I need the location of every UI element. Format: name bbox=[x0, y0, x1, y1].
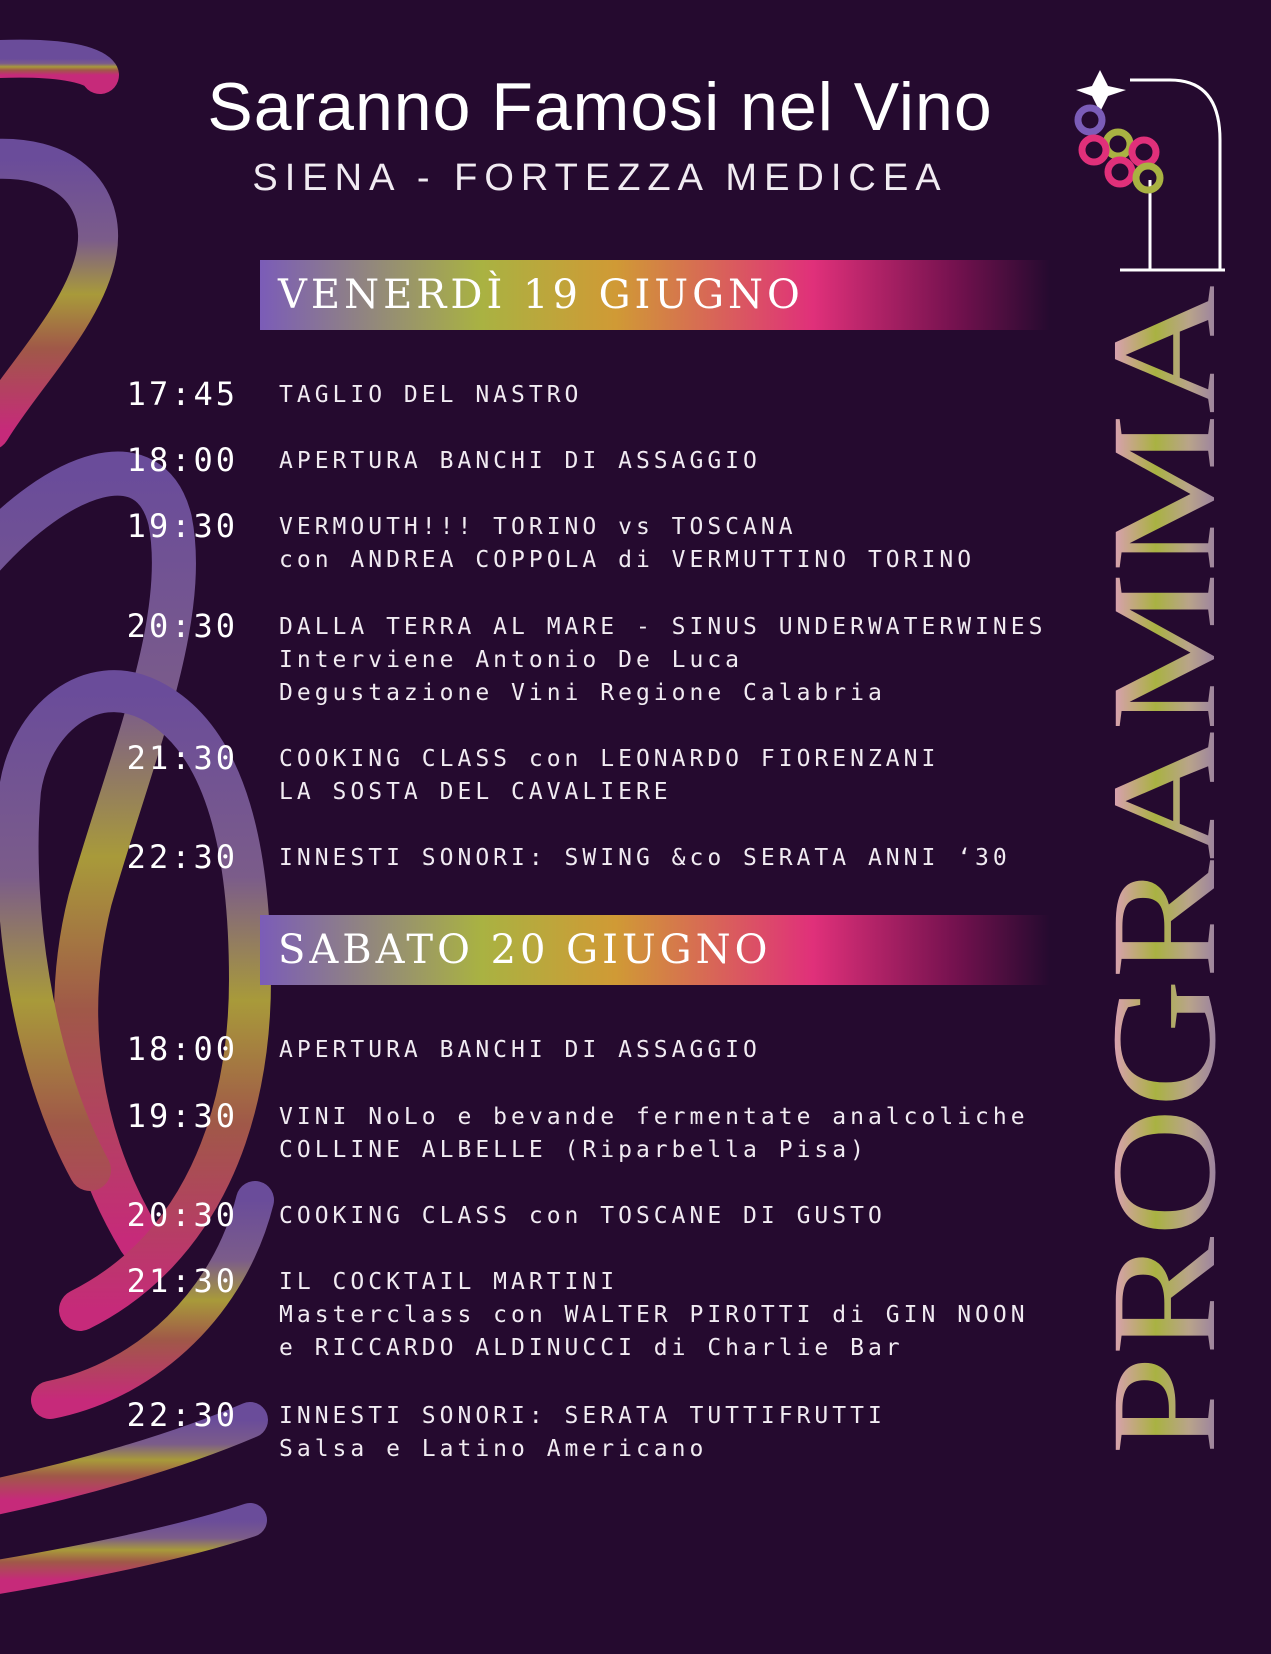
programma-text: PROGRAMMA bbox=[1081, 471, 1247, 1455]
event-description bbox=[279, 1101, 1029, 1167]
wine-grapes-logo-icon bbox=[1070, 40, 1240, 280]
event-description bbox=[279, 1200, 886, 1233]
event-time: 18:00 bbox=[126, 1030, 238, 1068]
event-time: 19:30 bbox=[126, 1097, 238, 1135]
event-description bbox=[279, 1400, 886, 1466]
event-line: Salsa e Latino Americano bbox=[279, 1436, 708, 1462]
event-line: con ANDREA COPPOLA di VERMUTTINO TORINO bbox=[279, 547, 976, 573]
event-line: Masterclass con WALTER PIROTTI di GIN NOON bbox=[279, 1302, 1029, 1328]
day-label: VENERDÌ 19 GIUGNO bbox=[278, 272, 804, 318]
event-description bbox=[279, 1034, 761, 1067]
event-line: IL COCKTAIL MARTINI bbox=[279, 1269, 619, 1295]
event-description bbox=[279, 379, 582, 412]
event-line: COLLINE ALBELLE (Riparbella Pisa) bbox=[279, 1137, 868, 1163]
event-time: 22:30 bbox=[126, 838, 238, 876]
event-line: APERTURA BANCHI DI ASSAGGIO bbox=[279, 1037, 761, 1063]
event-description bbox=[279, 842, 1011, 875]
poster-header bbox=[100, 70, 1100, 200]
programma-vertical-title bbox=[1074, 275, 1254, 1475]
event-line: INNESTI SONORI: SWING &co SERATA ANNI ‘30 bbox=[279, 845, 1011, 871]
event-description bbox=[279, 611, 1046, 710]
event-line: APERTURA BANCHI DI ASSAGGIO bbox=[279, 448, 761, 474]
event-time: 20:30 bbox=[126, 607, 238, 645]
event-description bbox=[279, 511, 975, 577]
event-description bbox=[279, 445, 761, 478]
event-line: VINI NoLo e bevande fermentate analcoliche bbox=[279, 1104, 1029, 1130]
event-line: COOKING CLASS con TOSCANE DI GUSTO bbox=[279, 1203, 886, 1229]
event-line: COOKING CLASS con LEONARDO FIORENZANI bbox=[279, 746, 940, 772]
event-line: VERMOUTH!!! TORINO vs TOSCANA bbox=[279, 514, 797, 540]
event-subtitle: SIENA - FORTEZZA MEDICEA bbox=[252, 156, 948, 199]
event-title: Saranno Famosi nel Vino bbox=[207, 69, 993, 145]
event-line: TAGLIO DEL NASTRO bbox=[279, 382, 583, 408]
day-label: SABATO 20 GIUGNO bbox=[278, 927, 772, 973]
event-time: 18:00 bbox=[126, 441, 238, 479]
event-line: INNESTI SONORI: SERATA TUTTIFRUTTI bbox=[279, 1403, 886, 1429]
event-time: 21:30 bbox=[126, 1262, 238, 1300]
event-description bbox=[279, 743, 939, 809]
day-banner-sabato bbox=[260, 915, 1050, 985]
event-time: 22:30 bbox=[126, 1396, 238, 1434]
event-time: 21:30 bbox=[126, 739, 238, 777]
event-description bbox=[279, 1266, 1029, 1365]
day-banner-venerdi bbox=[260, 260, 1050, 330]
event-line: e RICCARDO ALDINUCCI di Charlie Bar bbox=[279, 1335, 904, 1361]
event-line: Interviene Antonio De Luca bbox=[279, 647, 744, 673]
event-time: 17:45 bbox=[126, 375, 238, 413]
event-line: Degustazione Vini Regione Calabria bbox=[279, 680, 886, 706]
event-line: LA SOSTA DEL CAVALIERE bbox=[279, 779, 672, 805]
event-time: 20:30 bbox=[126, 1196, 238, 1234]
event-line: DALLA TERRA AL MARE - SINUS UNDERWATERWINES bbox=[279, 614, 1047, 640]
event-time: 19:30 bbox=[126, 507, 238, 545]
